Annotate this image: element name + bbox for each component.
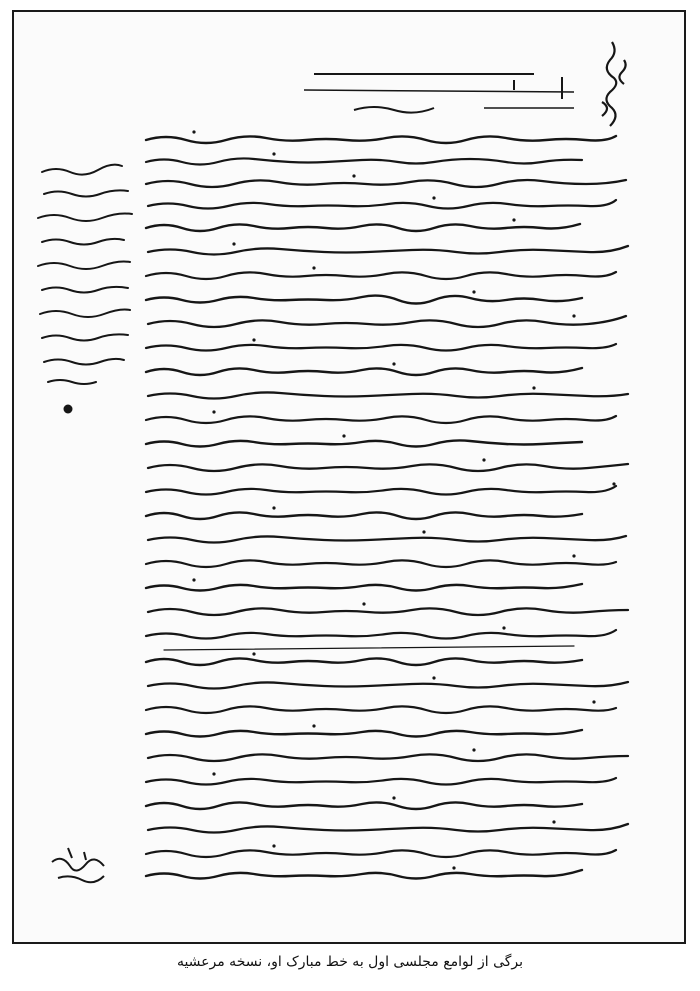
bottom-left-scribble	[52, 848, 104, 882]
diacritic-marks	[192, 130, 615, 869]
header-stamp	[304, 74, 574, 113]
left-margin-notes	[38, 165, 132, 384]
top-margin-scribble	[602, 42, 626, 126]
manuscript-body-text	[146, 136, 628, 879]
manuscript-frame	[12, 10, 686, 944]
manuscript-image	[14, 12, 684, 942]
margin-dot	[64, 405, 73, 414]
figure-caption: برگی از لوامع مجلسی اول به خط مبارک او، نسخه مرعشیه	[176, 954, 524, 970]
